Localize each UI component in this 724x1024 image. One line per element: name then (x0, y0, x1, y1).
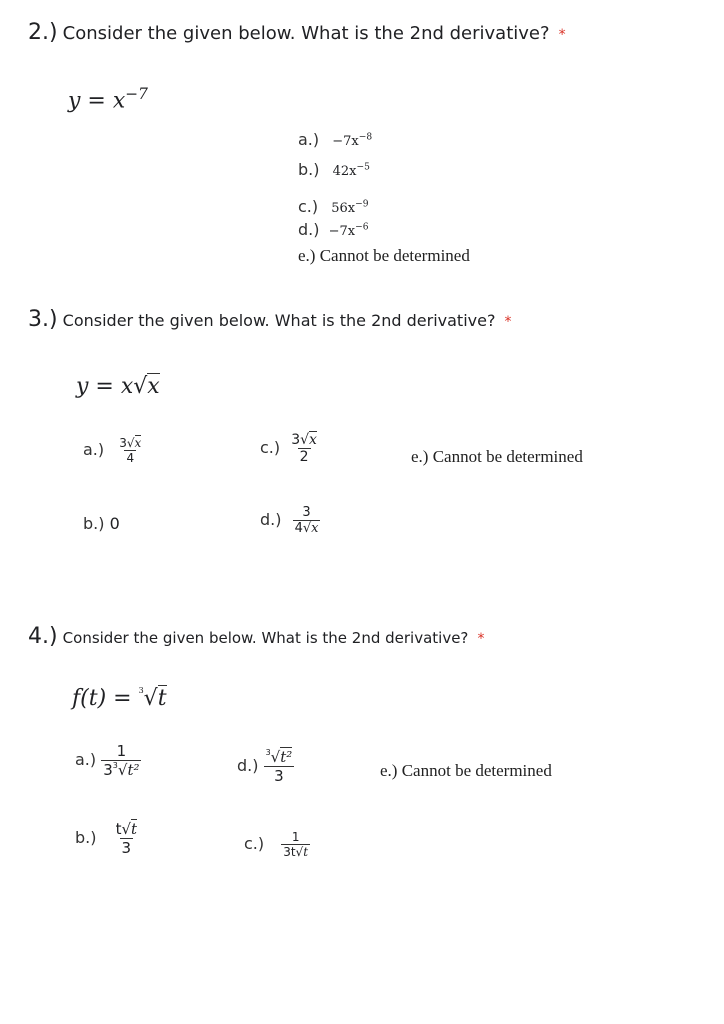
radicand: x (134, 436, 142, 450)
question-2-header (28, 20, 566, 45)
denominator-coef: 4√ (294, 521, 312, 536)
option-b[interactable] (75, 820, 139, 857)
equation-lhs: y = x (76, 374, 134, 399)
question-text: Consider the given below. What is the 2nd derivative? (62, 629, 469, 647)
option-base: 56x (331, 201, 356, 216)
option-base: 42x (332, 164, 357, 179)
numerator-coef: t√ (115, 820, 132, 838)
option-a[interactable] (83, 436, 143, 465)
given-equation (68, 85, 148, 113)
option-text: e.) Cannot be determined (411, 447, 583, 466)
option-label: d.) (298, 220, 320, 239)
option-a[interactable] (298, 130, 372, 149)
option-c[interactable] (260, 432, 319, 465)
option-label: d.) (260, 510, 282, 529)
radicand: t (303, 845, 309, 859)
denominator-coef: 3 (103, 761, 113, 779)
question-3-header (28, 307, 512, 332)
option-base: −7x (328, 224, 356, 239)
option-d[interactable] (298, 220, 368, 239)
equation-lhs: y = x (68, 88, 126, 114)
question-number: 4.) (28, 624, 58, 649)
option-label: b.) (83, 514, 105, 533)
radicand: x (311, 521, 319, 536)
required-marker: * (504, 314, 512, 330)
equation-lhs: f(t) = (72, 686, 139, 711)
option-label: c.) (260, 438, 281, 457)
exponent: −6 (355, 222, 369, 233)
question-text: Consider the given below. What is the 2nd derivative? (62, 311, 496, 330)
exponent: −9 (355, 199, 369, 210)
option-label: a.) (83, 440, 105, 459)
denominator: 2 (299, 449, 309, 465)
given-equation (72, 686, 167, 711)
radicand: t (131, 820, 138, 838)
radical-sign: √ (143, 686, 158, 711)
option-value: 0 (109, 514, 120, 533)
option-e[interactable] (411, 447, 583, 467)
option-d[interactable] (260, 505, 320, 536)
radicand: x (309, 432, 317, 448)
root-index: 3 (265, 748, 271, 757)
radicand: t² (127, 761, 140, 779)
option-text: e.) Cannot be determined (380, 761, 552, 780)
exponent: −8 (358, 132, 373, 143)
numerator: 1 (291, 830, 300, 844)
option-label: b.) (298, 160, 320, 179)
question-text: Consider the given below. What is the 2nd derivative? (62, 23, 550, 44)
radical-sign: √ (117, 761, 128, 779)
radical-sign: √ (133, 374, 148, 399)
radicand: t² (280, 748, 293, 766)
option-label: c.) (244, 834, 265, 853)
option-c[interactable] (244, 830, 310, 859)
denominator: 3 (121, 839, 132, 857)
option-e[interactable] (298, 246, 470, 266)
option-label: c.) (298, 197, 319, 216)
numerator: 3 (302, 505, 311, 520)
required-marker: * (558, 27, 566, 43)
option-label: e.) (298, 246, 316, 265)
radicand: x (147, 374, 160, 399)
option-label: d.) (237, 756, 259, 775)
root-index: 3 (138, 686, 144, 695)
required-marker: * (477, 631, 485, 647)
option-a[interactable] (75, 742, 141, 779)
numerator-coef: 3√ (119, 436, 135, 450)
radical-sign: √ (270, 748, 281, 766)
given-equation (76, 374, 160, 399)
option-base: −7x (332, 134, 359, 149)
denominator: 4 (126, 451, 135, 465)
question-number: 2.) (28, 20, 58, 45)
option-b[interactable] (83, 514, 120, 533)
question-4-header (28, 624, 485, 649)
numerator-coef: 3√ (291, 432, 310, 448)
denominator-coef: 3t√ (283, 845, 304, 859)
option-c[interactable] (298, 197, 369, 216)
option-b[interactable] (298, 160, 370, 179)
exponent: −5 (356, 162, 370, 173)
option-e[interactable] (380, 761, 552, 781)
option-label: a.) (298, 130, 320, 149)
option-label: a.) (75, 750, 97, 769)
option-text: Cannot be determined (319, 246, 470, 265)
root-index: 3 (112, 761, 118, 770)
radicand: t (157, 686, 167, 711)
question-number: 3.) (28, 307, 58, 332)
denominator: 3 (264, 766, 294, 785)
option-d[interactable] (237, 748, 294, 785)
option-label: b.) (75, 828, 97, 847)
numerator: 1 (116, 742, 127, 760)
exponent: −7 (125, 85, 148, 103)
